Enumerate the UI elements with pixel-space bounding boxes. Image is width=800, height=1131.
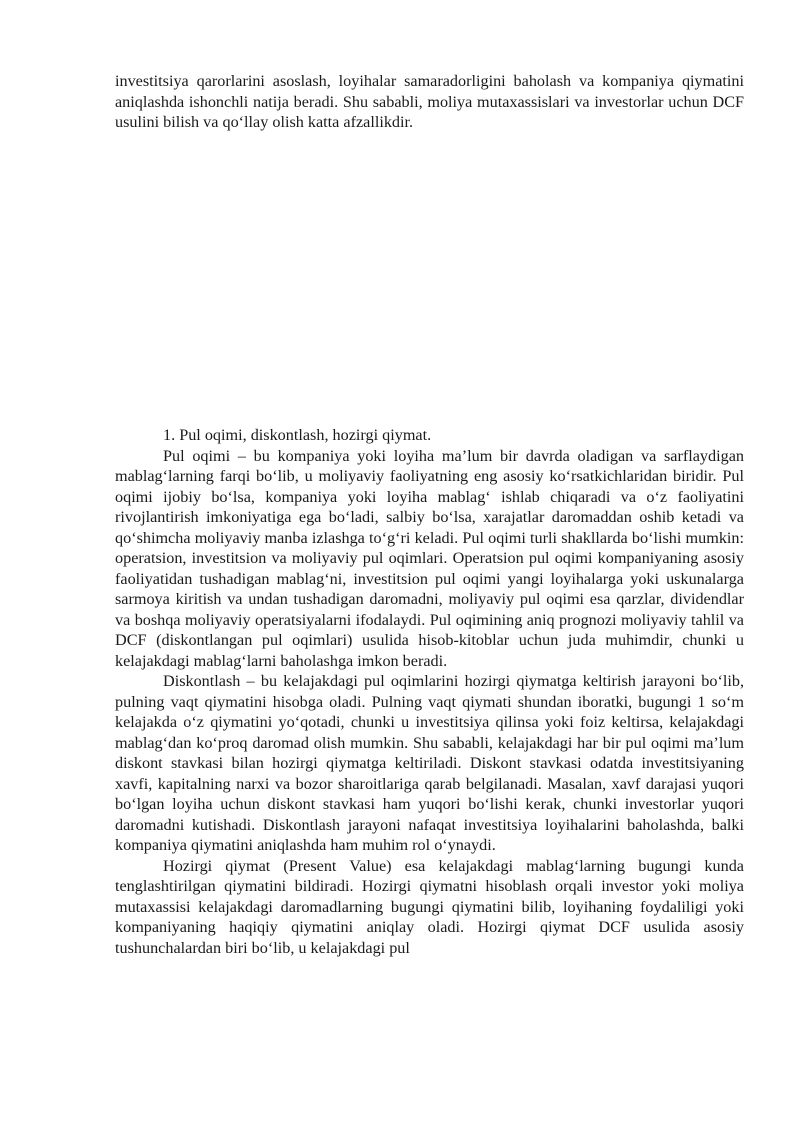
section-block [115, 425, 744, 958]
continuation-paragraph: investitsiya qarorlarini asoslash, loyihalar samaradorligini baholash va kompaniya qiymatini aniqlashda ishonchli natija beradi. Shu sababli, moliya mutaxassislari va investorlar uchun DCF usulini bilish va qo‘llay olish katta afzallikdir. [115, 72, 744, 131]
paragraph-discounting: Diskontlash – bu kelajakdagi pul oqimlarini hozirgi qiymatga keltirish jarayoni bo‘lib, pulning vaqt qiymatini hisobga oladi. Pulning vaqt qiymati shundan iboratki, bugungi 1 so‘m kelajakda o‘z qiymatini yo‘qotadi, chunki u investitsiya qilinsa yoki foiz keltirsa, kelajakdagi mablag‘dan ko‘proq daromad olish mumkin. Shu sababli, kelajakdagi har bir pul oqimi ma’lum diskont stavkasi bilan hozirgi qiymatga keltiriladi. Diskont stavkasi odatda investitsiyaning xavfi, kapitalning narxi va bozor sharoitlariga qarab belgilanadi. Masalan, xavf darajasi yuqori bo‘lgan loyiha uchun diskont stavkasi ham yuqori bo‘lishi kerak, chunki investorlar yuqori daromadni kutishadi. Diskontlash jarayoni nafaqat investitsiya loyihalarini baholashda, balki kompaniya qiymatini aniqlashda ham muhim rol o‘ynaydi. [115, 672, 744, 854]
paragraph-present-value: Hozirgi qiymat (Present Value) esa kelajakdagi mablag‘larning bugungi kunda tenglashtirilgan qiymatini bildiradi. Hozirgi qiymatni hisoblash orqali investor yoki moliya mutaxassisi kelajakdagi daromadlarning bugungi qiymatini bilib, loyihaning foydaliligi yoki kompaniyaning haqiqiy qiymatini aniqlay oladi. Hozirgi qiymat DCF usulida asosiy tushunchalardan biri bo‘lib, u kelajakdagi pul [115, 856, 744, 957]
section-heading: 1. Pul oqimi, diskontlash, hozirgi qiymat. [163, 426, 432, 444]
continuation-block [115, 71, 744, 133]
paragraph-cash-flow: Pul oqimi – bu kompaniya yoki loyiha ma’lum bir davrda oladigan va sarflaydigan mablag‘larning farqi bo‘lib, u moliyaviy faoliyatning eng asosiy ko‘rsatkichlaridan biridir. Pul oqimi ijobiy bo‘lsa, kompaniya yoki loyiha mablag‘ ishlab chiqaradi va o‘z faoliyatini rivojlantirish imkoniyatiga ega bo‘ladi, salbiy bo‘lsa, xarajatlar daromaddan oshib ketadi va qo‘shimcha moliyaviy manba izlashga to‘g‘ri keladi. Pul oqimi turli shakllarda bo‘lishi mumkin: operatsion, investitsion va moliyaviy pul oqimlari. Operatsion pul oqimi kompaniyaning asosiy faoliyatidan tushadigan mablag‘ni, investitsion pul oqimi yangi loyihalarga yoki uskunalarga sarmoya kiritish va undan tushadigan daromadni, moliyaviy pul oqimi esa qarzlar, dividendlar va boshqa moliyaviy operatsiyalarni ifodalaydi. Pul oqimining aniq prognozi moliyaviy tahlil va DCF (diskontlangan pul oqimlari) usulida hisob-kitoblar uchun juda muhimdir, chunki u kelajakdagi mablag‘larni baholashga imkon beradi. [115, 446, 744, 670]
